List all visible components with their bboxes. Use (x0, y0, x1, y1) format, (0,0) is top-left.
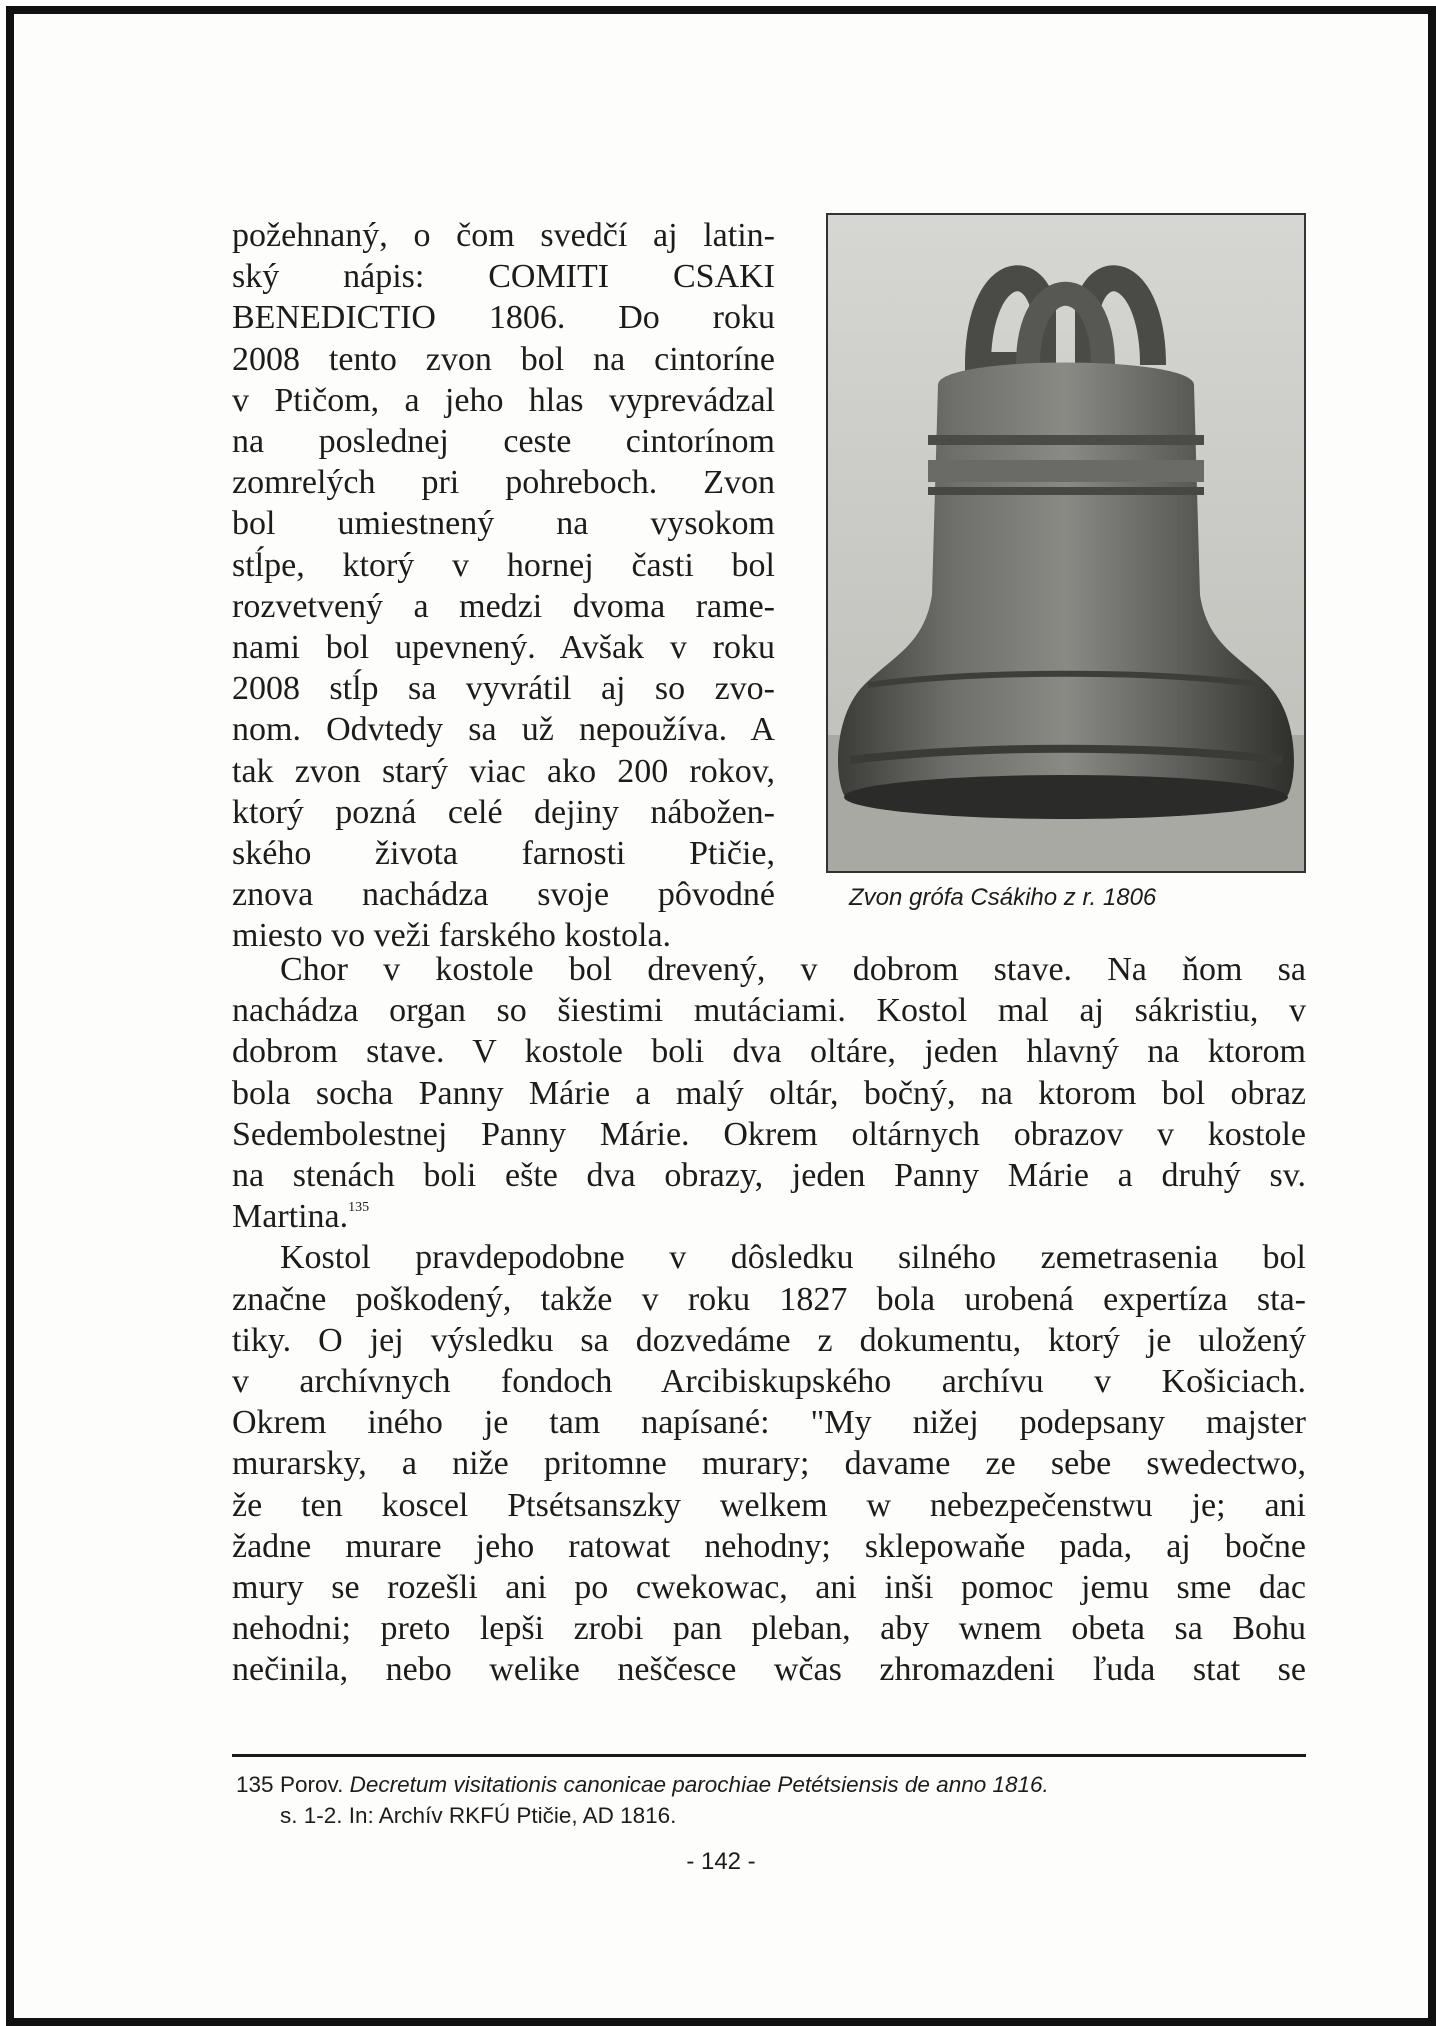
text-line: mury se rozešli ani po cwekowac, ani inši pomoc jemu sme dac (232, 1569, 1306, 1607)
book-page (14, 14, 1428, 2018)
text-line: žadne murare jeho ratowat nehodny; sklepowaňe pada, aj bočne (232, 1527, 1306, 1565)
text-line: rozvetvený a medzi dvoma rame- (232, 587, 775, 625)
text-line: Okrem iného je tam napísané: "My nižej podepsany majster (232, 1404, 1306, 1442)
text-line: v archívnych fondoch Arcibiskupského archívu v Košiciach. (232, 1363, 1306, 1401)
text-line: dobrom stave. V kostole boli dva oltáre, jeden hlavný na ktorom (232, 1033, 1306, 1071)
page-frame (6, 6, 1436, 2026)
text-line: 2008 tento zvon bol na cintoríne (232, 340, 775, 378)
text-line: bola socha Panny Márie a malý oltár, bočný, na ktorom bol obraz (232, 1074, 1306, 1112)
text-line: v Ptičom, a jeho hlas vyprevádzal (232, 381, 775, 419)
text-line: na poslednej ceste cintorínom (232, 423, 775, 461)
body-text (232, 949, 1306, 1691)
footnote (236, 1769, 1306, 1831)
text-line: na stenách boli ešte dva obrazy, jeden Panny Márie a druhý sv. (232, 1157, 1306, 1195)
figure-caption: Zvon grófa Csákiho z r. 1806 (849, 884, 1157, 911)
footnote-number: 135 (236, 1772, 274, 1797)
text-line: znova nachádza svoje pôvodné (232, 876, 775, 914)
text-line: Sedembolestnej Panny Márie. Okrem oltárnych obrazov v kostole (232, 1115, 1306, 1153)
footnote-divider (232, 1754, 1306, 1757)
text-line: ktorý pozná celé dejiny nábožen- (232, 793, 775, 831)
bell-photo (826, 213, 1306, 873)
text-line: tak zvon starý viac ako 200 rokov, (232, 752, 775, 790)
page-number: - 142 - (686, 1848, 756, 1875)
footnote-prefix: Porov. (280, 1772, 344, 1797)
footnote-reference[interactable]: 135 (348, 1200, 370, 1216)
text-line: murarsky, a niže pritomne murary; davame ze sebe swedectwo, (232, 1445, 1306, 1483)
text-line: tiky. O jej výsledku sa dozvedáme z dokumentu, ktorý je uložený (232, 1321, 1306, 1359)
text-line: bol umiestnený na vysokom (232, 505, 775, 543)
text-line: Kostol pravdepodobne v dôsledku silného zemetrasenia bol (280, 1239, 1306, 1277)
bell-icon (828, 215, 1304, 871)
text-line: značne poškodený, takže v roku 1827 bola urobená expertíza sta- (232, 1280, 1306, 1318)
text-line: nečinila, nebo welike neščesce wčas zhromazdeni ľuda stat se (232, 1651, 1306, 1689)
text-line: nom. Odvtedy sa už nepoužíva. A (232, 711, 775, 749)
text-beside-figure (232, 215, 775, 957)
text-line: že ten koscel Ptsétsanszky welkem w nebezpečenstwu je; ani (232, 1486, 1306, 1524)
footnote-title: Decretum visitationis canonicae parochiae Petétsiensis de anno 1816. (349, 1772, 1049, 1797)
text-line: 2008 stĺp sa vyvrátil aj so zvo- (232, 670, 775, 708)
text-line: BENEDICTIO 1806. Do roku (232, 299, 775, 337)
text-line (232, 1196, 1306, 1237)
text-line: požehnaný, o čom svedčí aj latin- (232, 217, 775, 254)
text-line: nachádza organ so šiestimi mutáciami. Kostol mal aj sákristiu, v (232, 992, 1306, 1030)
text-line: miesto vo veži farského kostola. (232, 917, 672, 955)
text-line: ského života farnosti Ptičie, (232, 835, 775, 873)
text-line: zomrelých pri pohreboch. Zvon (232, 464, 775, 502)
text-line: stĺpe, ktorý v hornej časti bol (232, 546, 775, 584)
text-line: ský nápis: COMITI CSAKI (232, 258, 775, 296)
text-line: nami bol upevnený. Avšak v roku (232, 629, 775, 667)
text-fragment: Martina. (232, 1198, 349, 1236)
footnote-line (236, 1769, 1306, 1800)
text-line: Chor v kostole bol drevený, v dobrom stave. Na ňom sa (280, 951, 1306, 988)
text-line: nehodni; preto lepši zrobi pan pleban, aby wnem obeta sa Bohu (232, 1610, 1306, 1648)
footnote-continuation: s. 1-2. In: Archív RKFÚ Ptičie, AD 1816. (280, 1803, 677, 1828)
